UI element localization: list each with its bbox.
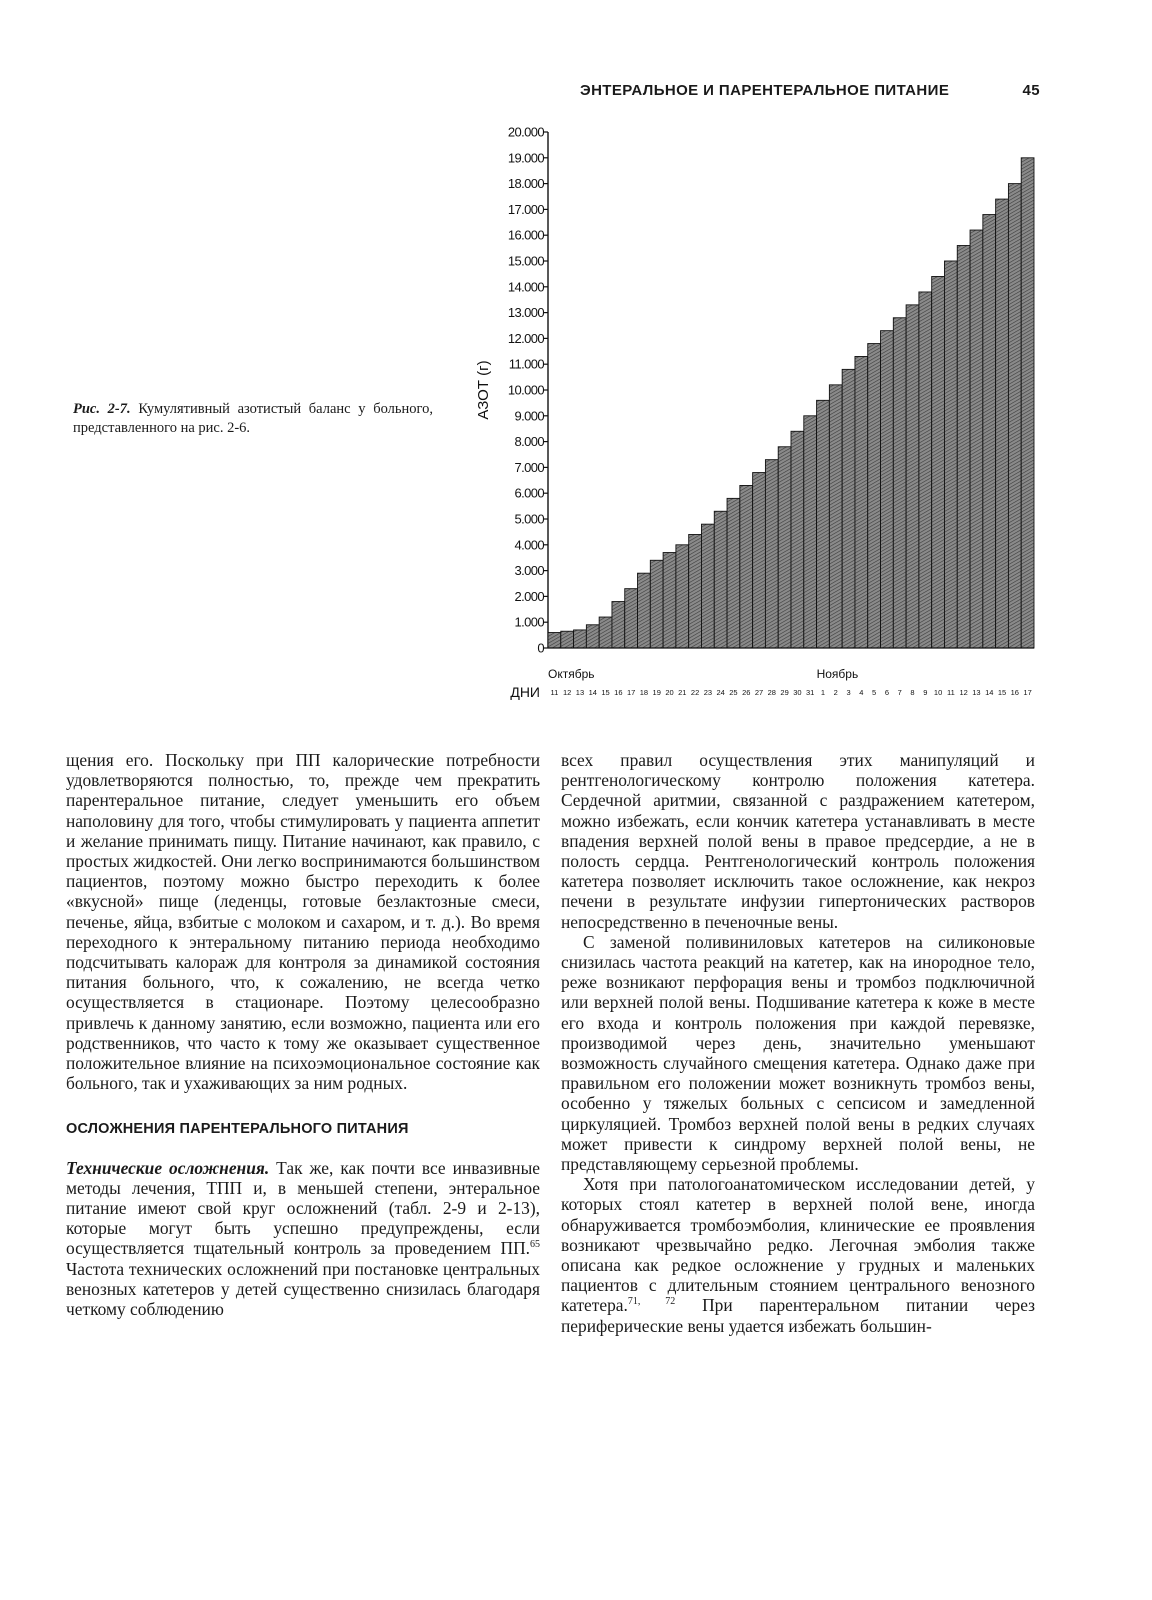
- y-tick-label: 4.000: [514, 537, 544, 553]
- y-tick-label: 9.000: [514, 408, 544, 424]
- x-tick-label: 6: [884, 688, 890, 697]
- right-paragraph-1: всех правил осуществления этих манипуляций и рентгенологическому контролю положения катетера. Сердечной аритмии, связанной с раздражением катетером, можно избежать, если кончик катетера устанавливать в месте впадения верхней полой вены в правое предсердие, а не в полость сердца. Рентгенологический контроль положения катетера позволяет исключить такое осложнение, как некроз печени в результате инфузии гипертонических растворов непосредственно в печеночные вены.: [561, 750, 1035, 932]
- x-tick-label: 26: [742, 688, 751, 697]
- x-tick-label: 29: [780, 688, 789, 697]
- x-tick-label: 14: [985, 688, 994, 697]
- y-tick-label: 5.000: [514, 511, 544, 527]
- left-paragraph-2b: Частота технических осложнений при постановке центральных венозных катетеров у детей существенно снизилась благодаря четкому соблюдению: [66, 1258, 540, 1320]
- bar: [753, 473, 766, 648]
- bar: [791, 431, 804, 648]
- y-tick-label: 17.000: [507, 201, 544, 217]
- bar: [561, 631, 574, 648]
- x-tick-label: 27: [754, 688, 764, 697]
- x-tick-label: 18: [639, 688, 649, 697]
- y-tick-label: 12.000: [507, 330, 544, 346]
- x-tick-label: 12: [959, 688, 968, 697]
- bar: [586, 625, 599, 648]
- y-tick-label: 3.000: [514, 563, 544, 579]
- x-tick-label: 13: [575, 688, 585, 697]
- running-head-title: ЭНТЕРАЛЬНОЕ И ПАРЕНТЕРАЛЬНОЕ ПИТАНИЕ: [580, 82, 950, 99]
- x-tick-label: 11: [946, 688, 955, 697]
- x-axis-title: ДНИ: [510, 684, 540, 700]
- bar: [906, 305, 919, 648]
- x-tick-label: 24: [716, 688, 725, 697]
- x-tick-label: 13: [972, 688, 981, 697]
- bar: [944, 261, 957, 648]
- bar: [650, 560, 663, 648]
- x-tick-label: 7: [897, 688, 902, 697]
- y-tick-label: 18.000: [507, 176, 544, 192]
- bar: [599, 617, 612, 648]
- left-paragraph-2a: Так же, как почти все инвазивные методы лечения, ТПП и, в меньшей степени, энтеральное питание имеют свой круг осложнений (табл. 2-9 и 2-13), которые могут быть успешно предупреждены, если осуществляется тщательный контроль за проведением ПП.: [66, 1157, 541, 1259]
- bar: [855, 356, 868, 648]
- bar: [996, 199, 1009, 648]
- right-paragraph-3b: При парентеральном питании через периферические вены удается избежать большин-: [561, 1295, 1035, 1336]
- left-column: [66, 750, 540, 1319]
- x-tick-label: 9: [923, 688, 928, 697]
- page-number: 45: [1022, 82, 1040, 99]
- x-tick-label: 17: [1023, 688, 1032, 697]
- y-tick-label: 6.000: [514, 485, 544, 501]
- bar: [625, 589, 638, 648]
- x-tick-label: 20: [665, 688, 674, 697]
- x-tick-label: 15: [997, 688, 1007, 697]
- bar: [714, 511, 727, 648]
- x-tick-label: 11: [550, 688, 559, 697]
- month-label: Октябрь: [548, 667, 595, 681]
- bar: [663, 553, 676, 648]
- bar: [804, 416, 817, 648]
- right-paragraph-3a: Хотя при патологоанатомическом исследовании детей, у которых стоял катетер в верхней полой вене, иногда обнаруживается тромбоэмболия, клинические ее проявления возникают чрезвычайно редко. Легочная эмболия также описана как редкое осложнение у грудных и маленьких пациентов с длительным стоянием центрального венозного катетера.: [561, 1174, 1035, 1316]
- right-column: [561, 750, 1035, 1336]
- x-tick-label: 14: [588, 688, 597, 697]
- bar: [638, 573, 651, 648]
- y-tick-label: 1.000: [514, 614, 544, 630]
- figure-label: Рис. 2-7.: [73, 401, 131, 417]
- x-tick-label: 16: [1010, 688, 1019, 697]
- bar: [868, 344, 881, 648]
- bar: [983, 215, 996, 648]
- bar: [765, 460, 778, 648]
- x-tick-label: 17: [626, 688, 636, 697]
- y-tick-label: 10.000: [507, 382, 544, 398]
- x-tick-label: 4: [859, 688, 864, 697]
- bar: [932, 276, 945, 648]
- bar: [778, 447, 791, 648]
- bar: [919, 292, 932, 648]
- reference-65: 65: [530, 1239, 540, 1251]
- x-tick-label: 8: [910, 688, 915, 697]
- y-tick-label: 19.000: [507, 150, 544, 166]
- bar: [881, 331, 894, 648]
- x-tick-label: 22: [690, 688, 700, 697]
- bar: [689, 534, 702, 648]
- x-tick-label: 3: [846, 688, 851, 697]
- figure-caption-text: Кумулятивный азотистый баланс у больного, представленного на рис. 2-6.: [73, 401, 433, 436]
- y-tick-label: 14.000: [507, 279, 544, 295]
- y-tick-label: 2.000: [514, 588, 544, 604]
- y-tick-label: 0: [537, 640, 544, 656]
- x-tick-label: 21: [678, 688, 687, 697]
- y-axis-title: АЗОТ (г): [475, 360, 492, 420]
- bar: [817, 400, 830, 648]
- y-tick-label: 8.000: [514, 434, 544, 450]
- bar: [574, 630, 587, 648]
- y-tick-label: 20.000: [507, 124, 544, 140]
- left-paragraph-1: щения его. Поскольку при ПП калорические потребности удовлетворяются полностью, то, прежде чем прекратить парентеральное питание, следует уменьшить его объем наполовину для того, чтобы стимулировать у пациента аппетит и желание принимать пищу. Питание начинают, как правило, с простых жидкостей. Они легко воспринимаются большинством пациентов, поэтому можно быстро переходить к более «вкусной» пище (леденцы, готовые безлактозные смеси, печенье, яйца, взбитые с молоком и сахаром, и т. д.). Во время переходного к энтеральному питанию периода необходимо подсчитывать калораж для контроля за динамикой состояния питания больного, что, к сожалению, не всегда четко осуществляется в стационаре. Поэтому целесообразно привлечь к данному занятию, если возможно, пациента или его родственников, что часто к тому же оказывает существенное положительное влияние на психоэмоциональное состояние как больного, так и ухаживающих за ним родных.: [66, 750, 540, 1094]
- x-tick-label: 23: [703, 688, 713, 697]
- subhead-technical: Технические осложнения.: [66, 1157, 270, 1178]
- y-tick-label: 7.000: [514, 459, 544, 475]
- reference-71-72: 71, 72: [627, 1296, 676, 1308]
- x-tick-label: 30: [793, 688, 802, 697]
- bar: [893, 318, 906, 648]
- right-paragraph-2: С заменой поливиниловых катетеров на силиконовые снизилась частота реакций на катетер, как на инородное тело, реже возникают перфорация вены и тромбоз подключичной или верхней полой вены. Подшивание катетера к коже в месте его входа и контроль положения при каждой перевязке, производимой через день, значительно уменьшают возможность случайного смещения катетера. Однако даже при правильном его положении может возникнуть тромбоз вены, особенно у тяжелых больных с сепсисом и замедленной циркуляцией. Тромбоз верхней полой вены в редких случаях может привести к синдрому верхней полой вены, не представляющему серьезной проблемы.: [561, 931, 1035, 1175]
- x-tick-label: 5: [872, 688, 877, 697]
- bar: [1008, 184, 1021, 648]
- nitrogen-balance-chart: [470, 120, 1050, 720]
- bar: [701, 524, 714, 648]
- section-heading: ОСЛОЖНЕНИЯ ПАРЕНТЕРАЛЬНОГО ПИТАНИЯ: [66, 1121, 409, 1138]
- x-tick-label: 2: [833, 688, 838, 697]
- right-paragraph-3: [561, 1174, 1035, 1336]
- bar: [740, 485, 753, 648]
- x-tick-label: 15: [601, 688, 610, 697]
- y-tick-label: 13.000: [507, 305, 544, 321]
- x-tick-label: 25: [729, 688, 738, 697]
- x-tick-label: 16: [614, 688, 623, 697]
- y-tick-label: 15.000: [507, 253, 544, 269]
- bar: [842, 369, 855, 648]
- bar: [1021, 158, 1034, 648]
- month-label: Ноябрь: [816, 667, 859, 681]
- x-tick-label: 12: [563, 688, 572, 697]
- chart-svg: [470, 120, 1050, 720]
- x-tick-label: 28: [767, 688, 776, 697]
- x-tick-label: 31: [806, 688, 815, 697]
- left-paragraph-2: [66, 1158, 540, 1320]
- bar: [548, 633, 561, 648]
- running-head: [580, 82, 1040, 99]
- x-tick-label: 1: [820, 688, 826, 697]
- bar: [829, 385, 842, 648]
- bar: [970, 230, 983, 648]
- x-tick-label: 19: [652, 688, 661, 697]
- bar: [612, 602, 625, 648]
- bar: [957, 246, 970, 648]
- y-tick-label: 11.000: [508, 356, 544, 372]
- bar: [676, 545, 689, 648]
- x-tick-label: 10: [933, 688, 943, 697]
- bar: [727, 498, 740, 648]
- y-tick-label: 16.000: [507, 227, 544, 243]
- figure-caption: [73, 400, 433, 438]
